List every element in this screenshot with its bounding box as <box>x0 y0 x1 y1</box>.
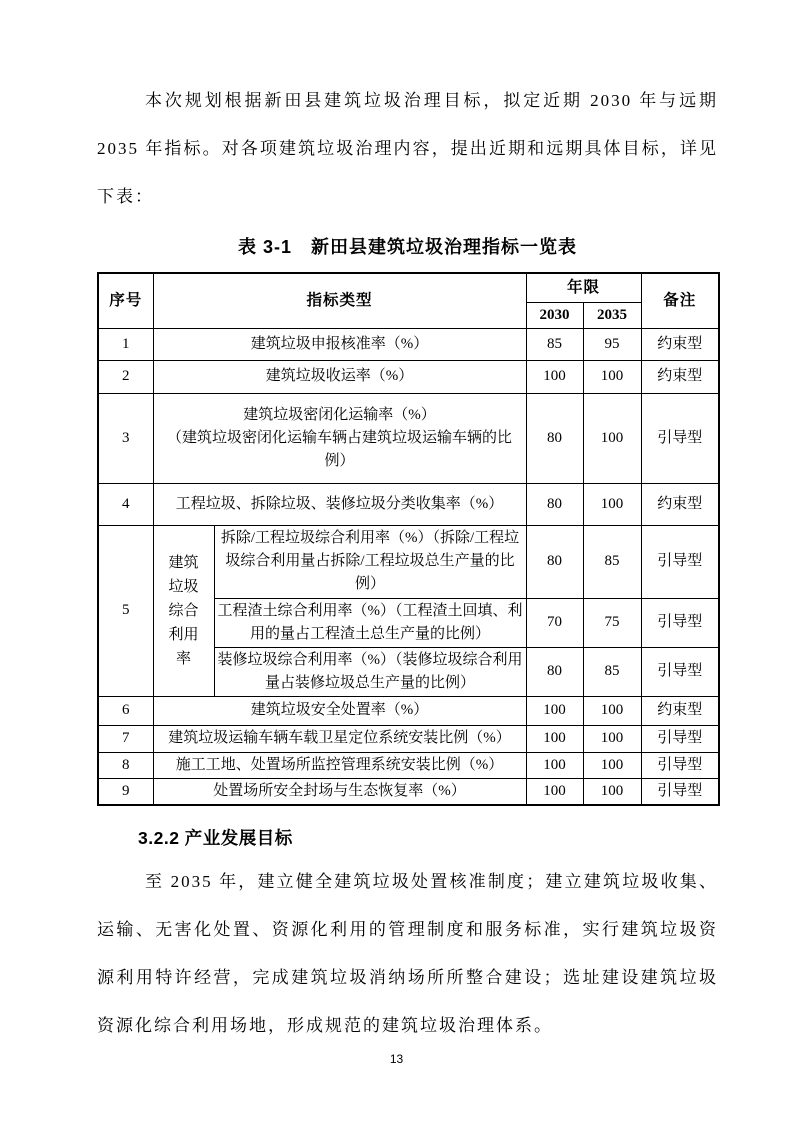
cell-indicator: 建筑垃圾安全处置率（%） <box>153 696 526 725</box>
cell-note: 引导型 <box>641 752 719 778</box>
cell-note: 引导型 <box>641 393 719 483</box>
cell-indicator: 工程垃圾、拆除垃圾、装修垃圾分类收集率（%） <box>153 483 526 525</box>
cell-2030: 80 <box>526 525 583 598</box>
cell-2035: 100 <box>583 725 641 752</box>
category-label: 建筑垃圾综合利用率 <box>168 554 199 667</box>
table-title: 表 3-1 新田县建筑垃圾治理指标一览表 <box>237 237 577 257</box>
cell-no: 2 <box>98 360 153 393</box>
indicators-table <box>97 272 720 806</box>
cell-2035: 100 <box>583 752 641 778</box>
table-header-row-1 <box>98 273 719 302</box>
cell-2030: 100 <box>526 752 583 778</box>
header-note: 备注 <box>641 273 719 328</box>
cell-note: 约束型 <box>641 483 719 525</box>
cell-2035: 100 <box>583 393 641 483</box>
cell-2030: 100 <box>526 725 583 752</box>
cell-note: 引导型 <box>641 647 719 696</box>
cell-indicator: 建筑垃圾收运率（%） <box>153 360 526 393</box>
table-row-4 <box>98 483 719 525</box>
cell-indicator <box>153 393 526 483</box>
cell-note: 引导型 <box>641 525 719 598</box>
cell-indicator: 装修垃圾综合利用率（%）（装修垃圾综合利用量占装修垃圾总生产量的比例） <box>214 647 526 696</box>
cell-2035: 85 <box>583 647 641 696</box>
cell-2035: 100 <box>583 778 641 805</box>
cell-2035: 95 <box>583 328 641 360</box>
cell-indicator: 建筑垃圾申报核准率（%） <box>153 328 526 360</box>
cell-2035: 75 <box>583 598 641 647</box>
table-row-6 <box>98 696 719 725</box>
cell-2035: 85 <box>583 525 641 598</box>
cell-2030: 70 <box>526 598 583 647</box>
cell-2035: 100 <box>583 360 641 393</box>
header-year-2035: 2035 <box>583 302 641 328</box>
cell-2030: 100 <box>526 360 583 393</box>
cell-2030: 100 <box>526 778 583 805</box>
indicator-detail: （建筑垃圾密闭化运输车辆占建筑垃圾运输车辆的比例） <box>167 429 513 469</box>
cell-no: 9 <box>98 778 153 805</box>
indicator-title: 建筑垃圾密闭化运输率（%） <box>243 406 436 423</box>
cell-no: 8 <box>98 752 153 778</box>
cell-indicator: 处置场所安全封场与生态恢复率（%） <box>153 778 526 805</box>
cell-2030: 80 <box>526 393 583 483</box>
header-year-2030: 2030 <box>526 302 583 328</box>
table-row-8 <box>98 752 719 778</box>
cell-2035: 100 <box>583 696 641 725</box>
page-content <box>97 77 718 1050</box>
cell-no: 6 <box>98 696 153 725</box>
cell-note: 约束型 <box>641 328 719 360</box>
cell-2030: 80 <box>526 647 583 696</box>
cell-category <box>153 525 214 696</box>
intro-paragraph: 本次规划根据新田县建筑垃圾治理目标，拟定近期 2030 年与远期 2035 年指标。对各项建筑垃圾治理内容，提出近期和远期具体目标，详见下表： <box>97 91 718 206</box>
cell-no: 3 <box>98 393 153 483</box>
cell-2030: 100 <box>526 696 583 725</box>
table-row-3 <box>98 393 719 483</box>
section-paragraph: 至 2035 年，建立健全建筑垃圾处置核准制度；建立建筑垃圾收集、运输、无害化处置、资源化利用的管理制度和服务标准，实行建筑垃圾资源利用特许经营，完成建筑垃圾消纳场所所整合建设；选址建设建筑垃圾资源化综合利用场地，形成规范的建筑垃圾治理体系。 <box>97 872 718 1035</box>
cell-note: 约束型 <box>641 360 719 393</box>
table-row-5a <box>98 525 719 598</box>
cell-indicator: 拆除/工程垃圾综合利用率（%）（拆除/工程垃圾综合利用量占拆除/工程垃圾总生产量的比例） <box>214 525 526 598</box>
cell-no: 5 <box>98 525 153 696</box>
cell-no: 4 <box>98 483 153 525</box>
cell-2035: 100 <box>583 483 641 525</box>
cell-indicator: 工程渣土综合利用率（%）（工程渣土回填、利用的量占工程渣土总生产量的比例） <box>214 598 526 647</box>
cell-no: 1 <box>98 328 153 360</box>
header-index: 序号 <box>98 273 153 328</box>
table-row-1 <box>98 328 719 360</box>
table-row-2 <box>98 360 719 393</box>
page-number: 13 <box>389 1052 404 1066</box>
header-indicator-type: 指标类型 <box>153 273 526 328</box>
cell-note: 引导型 <box>641 598 719 647</box>
cell-indicator: 施工工地、处置场所监控管理系统安装比例（%） <box>153 752 526 778</box>
cell-note: 引导型 <box>641 725 719 752</box>
table-row-9 <box>98 778 719 805</box>
section-heading: 3.2.2 产业发展目标 <box>138 828 293 848</box>
cell-indicator: 建筑垃圾运输车辆车载卫星定位系统安装比例（%） <box>153 725 526 752</box>
table-row-7 <box>98 725 719 752</box>
cell-note: 约束型 <box>641 696 719 725</box>
cell-no: 7 <box>98 725 153 752</box>
header-years: 年限 <box>526 273 641 302</box>
cell-2030: 80 <box>526 483 583 525</box>
cell-note: 引导型 <box>641 778 719 805</box>
cell-2030: 85 <box>526 328 583 360</box>
